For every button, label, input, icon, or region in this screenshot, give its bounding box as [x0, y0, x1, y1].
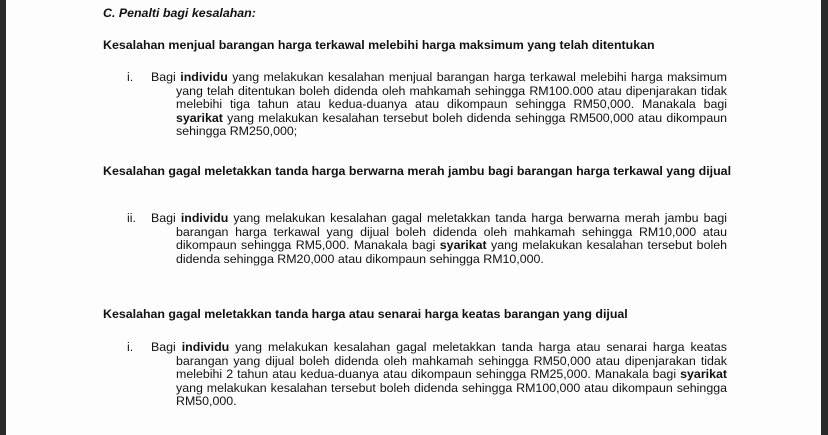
text: yang melakukan kesalahan gagal meletakkan tanda harga atau senarai harga keatas barangan yang dijual boleh didenda oleh mahkamah sehingga RM50,000 atau dipenjarakan tidak melebihi 2 tahun atau kedua-duanya atau dikompaun sehingga RM25,000. Manakala bagi	[176, 340, 727, 382]
text: yang melakukan kesalahan tersebut boleh didenda sehingga RM100,000 atau dikompaun sehingga RM50,000.	[176, 380, 727, 409]
text: yang melakukan kesalahan tersebut boleh didenda sehingga RM20,000 atau dikompaun sehingga RM10,000.	[176, 238, 727, 266]
document-page	[6, 0, 821, 435]
right-edge	[821, 0, 828, 435]
bold-term: individu	[180, 70, 228, 84]
text: Bagi	[151, 70, 181, 84]
penalty-item-3	[151, 341, 727, 409]
offense-heading-1: Kesalahan menjual barangan harga terkawal melebihi harga maksimum yang telah ditentukan	[103, 38, 655, 52]
text: yang melakukan kesalahan tersebut boleh didenda sehingga RM500,000 atau dikompaun sehingga RM250,000;	[176, 110, 727, 139]
penalty-item-2	[151, 212, 727, 266]
text: yang melakukan kesalahan menjual barangan harga terkawal melebihi harga maksimum yang telah ditentukan boleh didenda oleh mahkamah sehingga RM100.000 atau dipenjarakan tidak melebihi tiga tahun atau kedua-duanya atau dikompaun sehingga RM50,000. Manakala bagi	[176, 70, 727, 112]
offense-heading-2: Kesalahan gagal meletakkan tanda harga berwarna merah jambu bagi barangan harga terkawal yang dijual	[103, 164, 732, 178]
item-numeral-3: i.	[127, 340, 134, 354]
text: Bagi	[151, 211, 181, 225]
item-numeral-2: ii.	[127, 211, 136, 225]
bold-term: individu	[180, 211, 229, 225]
bold-term: syarikat	[680, 367, 727, 382]
section-title: C. Penalti bagi kesalahan:	[103, 6, 256, 20]
penalty-item-1	[151, 71, 727, 139]
item-numeral-1: i.	[127, 70, 134, 84]
bold-term: syarikat	[176, 110, 223, 125]
offense-heading-3: Kesalahan gagal meletakkan tanda harga atau senarai harga keatas barangan yang dijual	[103, 307, 628, 321]
bold-term: syarikat	[439, 238, 487, 253]
text: Bagi	[151, 340, 182, 354]
text: yang melakukan kesalahan gagal meletakkan tanda harga berwarna merah jambu bagi barangan harga terkawal yang dijual boleh didenda oleh mahkamah sehingga RM10,000 atau dikompaun sehingga RM5,000. Manakala bagi	[176, 211, 727, 253]
bold-term: individu	[181, 340, 230, 354]
